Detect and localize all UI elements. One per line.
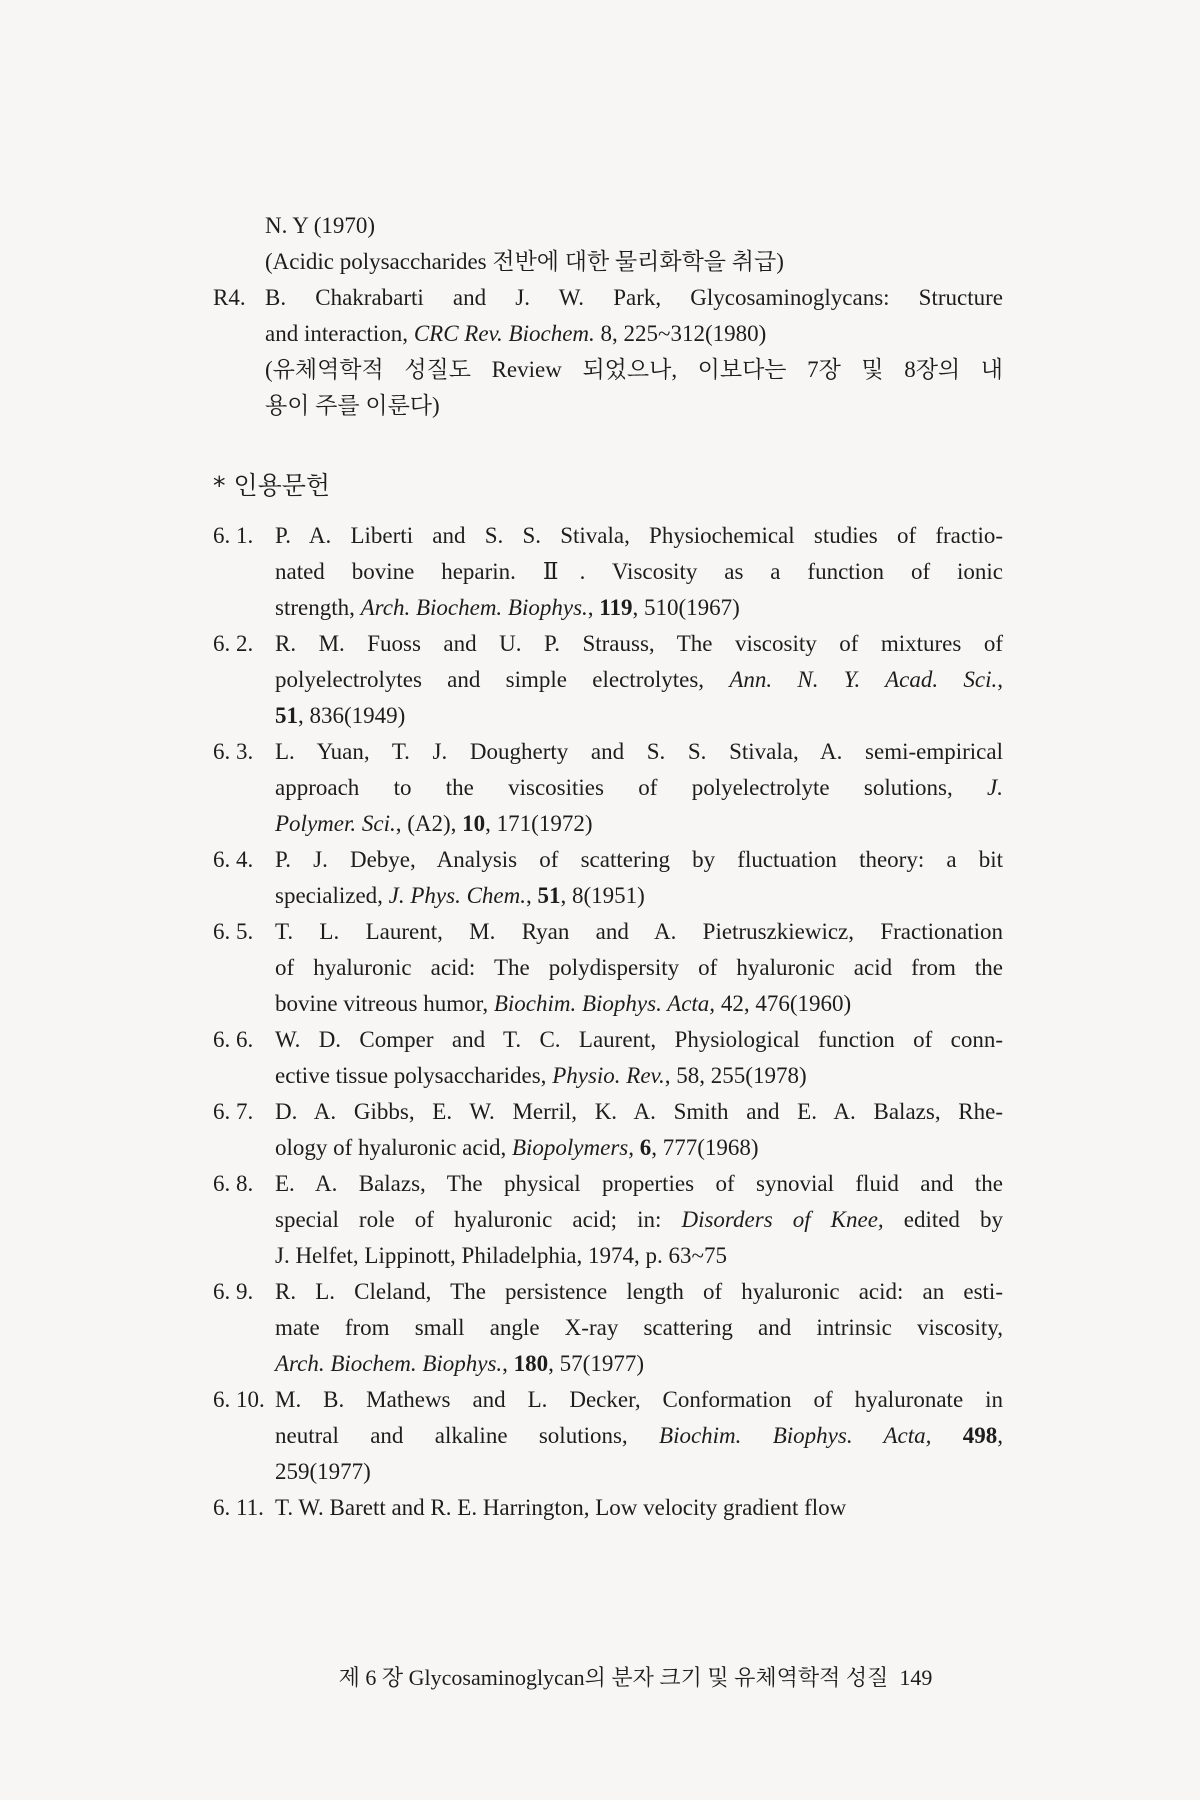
volume-number: 119 <box>599 595 633 620</box>
reference-text: 42, 476(1960) <box>715 991 852 1016</box>
reference-line <box>275 1058 1003 1094</box>
reference-item <box>213 914 1003 1022</box>
reference-line <box>275 1094 1003 1130</box>
journal-title: J. Phys. Chem. <box>388 883 526 908</box>
reference-number: 6. 9. <box>213 1279 254 1304</box>
reference-line <box>275 590 1003 626</box>
journal-title: Biopolymers, <box>511 1135 634 1160</box>
reference-line <box>275 1418 1003 1454</box>
reference-text: , 836(1949) <box>298 703 406 728</box>
reference-text: , <box>997 667 1004 692</box>
reference-item <box>213 518 1003 626</box>
reference-line <box>265 316 1003 352</box>
reference-number: 6. 5. <box>213 919 254 944</box>
reference-text: M. B. Mathews and L. Decker, Conformation of hyaluronate in <box>275 1387 1003 1412</box>
reference-body <box>275 914 1003 1022</box>
reference-item <box>213 1166 1003 1274</box>
reference-number: 6. 4. <box>213 847 254 872</box>
reference-number: 6. 11. <box>213 1495 264 1520</box>
reference-line <box>275 986 1003 1022</box>
volume-number: 498 <box>962 1423 998 1448</box>
reference-body <box>275 518 1003 626</box>
reference-body <box>275 1382 1003 1490</box>
reference-text: strength, <box>275 595 361 620</box>
reference-line <box>275 1382 1003 1418</box>
reference-text: ology of hyaluronic acid, <box>275 1135 512 1160</box>
reference-text: T. W. Barett and R. E. Harrington, Low velocity gradient flow <box>275 1495 847 1520</box>
volume-number: 6 <box>639 1135 652 1160</box>
reference-item <box>213 842 1003 914</box>
reference-text: , 171(1972) <box>485 811 593 836</box>
reference-number: 6. 1. <box>213 523 254 548</box>
reference-text: specialized, <box>275 883 389 908</box>
reference-item <box>213 1094 1003 1166</box>
reference-number: 6. 8. <box>213 1171 254 1196</box>
reference-list <box>213 518 1003 1526</box>
reference-number: 6. 3. <box>213 739 254 764</box>
reference-text: of hyaluronic acid: The polydispersity of hyaluronic acid from the <box>275 955 1003 980</box>
reference-text: , (A2), <box>395 811 463 836</box>
reference-text: polyelectrolytes and simple electrolytes, <box>275 667 730 692</box>
reference-number: R4. <box>213 285 246 310</box>
journal-title: Arch. Biochem. Biophys. <box>360 595 588 620</box>
reference-body <box>275 1022 1003 1094</box>
reference-number: 6. 2. <box>213 631 254 656</box>
reference-line <box>275 1346 1003 1382</box>
reference-number: 6. 10. <box>213 1387 265 1412</box>
reference-text: T. L. Laurent, M. Ryan and A. Pietruszkiewicz, Fractionation <box>275 919 1003 944</box>
reference-item <box>213 626 1003 734</box>
intro-line-2: (Acidic polysaccharides 전반에 대한 물리화학을 취급) <box>265 249 784 274</box>
reference-text: P. J. Debye, Analysis of scattering by fluctuation theory: a bit <box>275 847 1003 872</box>
reference-body <box>265 280 1003 424</box>
reference-text: mate from small angle X-ray scattering and intrinsic viscosity, <box>275 1315 1003 1340</box>
reference-line <box>275 914 1003 950</box>
journal-title: J. <box>987 775 1003 800</box>
journal-title: CRC Rev. Biochem. <box>413 321 595 346</box>
reference-body <box>275 1274 1003 1382</box>
journal-title: Biochim. Biophys. Acta, <box>493 991 716 1016</box>
reference-text: , 510(1967) <box>632 595 740 620</box>
volume-number: 51 <box>275 703 298 728</box>
reference-line: B. Chakrabarti and J. W. Park, Glycosaminoglycans: Structure <box>265 285 1003 310</box>
reference-text: approach to the viscosities of polyelectrolyte solutions, <box>275 775 988 800</box>
reference-body <box>275 1166 1003 1274</box>
reference-line <box>275 1202 1003 1238</box>
reference-text: P. A. Liberti and S. S. Stivala, Physiochemical studies of fractio- <box>275 523 1003 548</box>
volume-number: 10 <box>462 811 486 836</box>
volume-number: 51 <box>537 883 561 908</box>
reference-line <box>275 770 1003 806</box>
reference-text <box>931 1423 962 1448</box>
reference-text: edited by <box>883 1207 1003 1232</box>
reference-text: special role of hyaluronic acid; in: <box>275 1207 682 1232</box>
reference-text: , <box>587 595 600 620</box>
running-footer: 제 6 장 Glycosaminoglycan의 분자 크기 및 유체역학적 성질 <box>338 1665 889 1690</box>
reference-text: R. M. Fuoss and U. P. Strauss, The viscosity of mixtures of <box>275 631 1003 656</box>
journal-title: Polymer. Sci. <box>275 811 396 836</box>
reference-body <box>275 1094 1003 1166</box>
reference-line <box>275 1454 1003 1490</box>
reference-text: D. A. Gibbs, E. W. Merril, K. A. Smith and E. A. Balazs, Rhe- <box>275 1099 1003 1124</box>
reference-text: W. D. Comper and T. C. Laurent, Physiological function of conn- <box>275 1027 1003 1052</box>
journal-title: Disorders of Knee, <box>681 1207 884 1232</box>
reference-body <box>275 842 1003 914</box>
reference-text: L. Yuan, T. J. Dougherty and S. S. Stivala, A. semi-empirical <box>275 739 1003 764</box>
reference-text: 8, 225~312(1980) <box>594 321 767 346</box>
page-content <box>213 208 1003 1526</box>
reference-text: , <box>502 1351 514 1376</box>
reference-line <box>275 950 1003 986</box>
reference-text: , 57(1977) <box>548 1351 644 1376</box>
reference-line <box>275 878 1003 914</box>
reference-text: ective tissue polysaccharides, <box>275 1063 553 1088</box>
reference-text: bovine vitreous humor, <box>275 991 494 1016</box>
reference-line <box>275 1274 1003 1310</box>
journal-title: Arch. Biochem. Biophys. <box>275 1351 503 1376</box>
journal-title: Biochim. Biophys. Acta, <box>659 1423 932 1448</box>
page-footer <box>268 1662 1003 1694</box>
reference-text: nated bovine heparin. Ⅱ. Viscosity as a function of ionic <box>275 559 1003 584</box>
reference-item <box>213 734 1003 842</box>
reference-line <box>275 1130 1003 1166</box>
reference-item <box>213 1382 1003 1490</box>
reference-item <box>213 1490 1003 1526</box>
volume-number: 180 <box>513 1351 549 1376</box>
reference-text: E. A. Balazs, The physical properties of synovial fluid and the <box>275 1171 1003 1196</box>
reference-line: 용이 주를 이룬다) <box>265 393 440 418</box>
reference-text: J. Helfet, Lippinott, Philadelphia, 1974, p. 63~75 <box>275 1243 727 1268</box>
reference-text: , 58, 255(1978) <box>664 1063 807 1088</box>
reference-r4 <box>213 280 1003 424</box>
reference-line <box>275 626 1003 662</box>
reference-item <box>213 1274 1003 1382</box>
reference-number: 6. 6. <box>213 1027 254 1052</box>
reference-line <box>275 1022 1003 1058</box>
intro-line-1: N. Y (1970) <box>265 213 376 238</box>
reference-text: , 777(1968) <box>651 1135 759 1160</box>
reference-line <box>275 1490 1003 1526</box>
reference-line <box>275 1238 1003 1274</box>
reference-line <box>275 1166 1003 1202</box>
reference-line <box>275 518 1003 554</box>
page-number: 149 <box>899 1665 933 1690</box>
reference-text: , <box>526 883 538 908</box>
reference-text: , <box>997 1423 1004 1448</box>
reference-line <box>275 662 1003 698</box>
reference-number: 6. 7. <box>213 1099 254 1124</box>
reference-line <box>275 842 1003 878</box>
reference-body <box>275 734 1003 842</box>
reference-line <box>275 554 1003 590</box>
reference-line <box>275 1310 1003 1346</box>
reference-text: 259(1977) <box>275 1459 371 1484</box>
reference-item <box>213 1022 1003 1094</box>
journal-title: Physio. Rev. <box>552 1063 665 1088</box>
journal-title: Ann. N. Y. Acad. Sci. <box>729 667 998 692</box>
reference-body <box>275 1490 1003 1526</box>
reference-line: (유체역학적 성질도 Review 되었으나, 이보다는 7장 및 8장의 내 <box>265 357 1003 382</box>
section-heading: * 인용문헌 <box>213 471 331 500</box>
reference-text: neutral and alkaline solutions, <box>275 1423 660 1448</box>
reference-text: and interaction, <box>265 321 414 346</box>
reference-body <box>275 626 1003 734</box>
reference-line <box>275 806 1003 842</box>
reference-line <box>275 698 1003 734</box>
reference-text: , 8(1951) <box>560 883 645 908</box>
reference-text: R. L. Cleland, The persistence length of hyaluronic acid: an esti- <box>275 1279 1003 1304</box>
reference-line <box>275 734 1003 770</box>
